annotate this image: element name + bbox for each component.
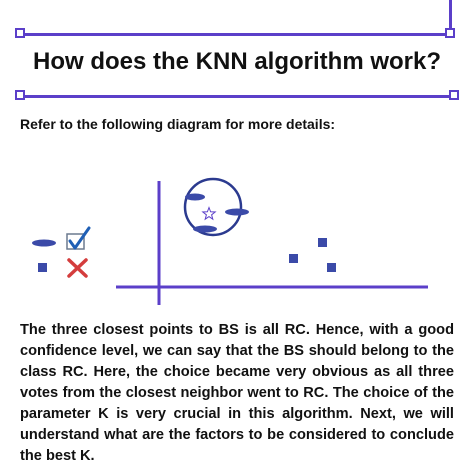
- subtitle: Refer to the following diagram for more details:: [20, 116, 336, 132]
- body-paragraph: The three closest points to BS is all RC. Hence, with a good confidence level, we can say that the BS should belong to the class RC. Here, the choice became very obvious as all three votes from the closest neighbor went to RC. The choice of the parameter K is very crucial in this algorithm. Next, we will understand what are the factors to be considered to conclude the best K.: [20, 322, 454, 464]
- rc-point: [185, 194, 205, 201]
- page-title: How does the KNN algorithm work?: [32, 48, 442, 75]
- rc-point: [225, 209, 249, 216]
- star-icon: [203, 208, 215, 220]
- check-box-icon: [67, 228, 89, 249]
- legend-rc-point: [32, 240, 56, 247]
- gs-point: [318, 238, 327, 247]
- gs-point: [327, 263, 336, 272]
- legend-gs-point: [38, 263, 47, 272]
- gs-point: [289, 254, 298, 263]
- rc-point: [193, 226, 217, 233]
- cross-icon: [69, 260, 86, 276]
